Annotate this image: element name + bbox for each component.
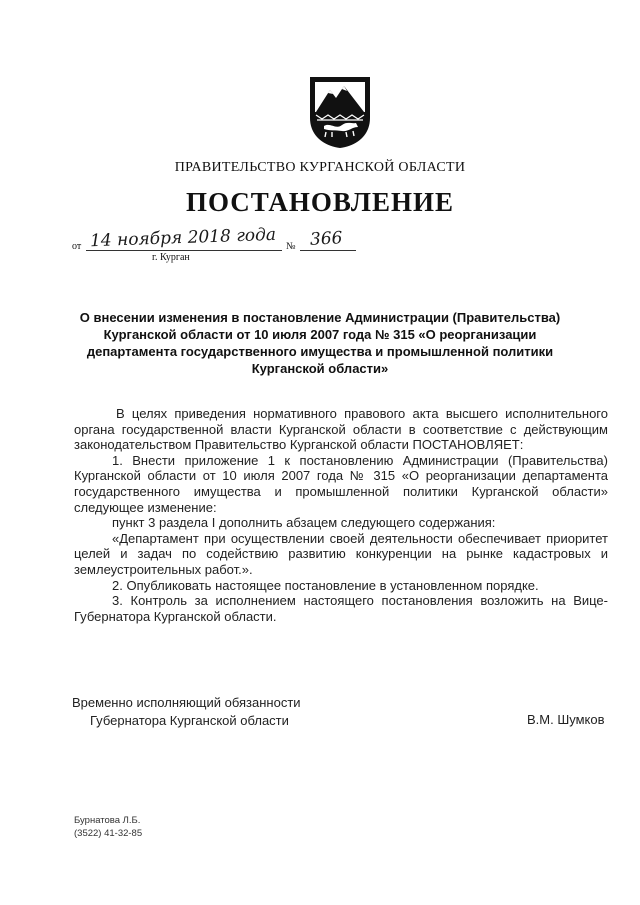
body-paragraph: 3. Контроль за исполнением настоящего постановления возложить на Вице-Губернатора Курганской области.	[74, 593, 608, 624]
executor-info	[74, 814, 142, 840]
signatory-title-line: Губернатора Курганской области	[90, 713, 289, 728]
number-underline	[300, 250, 356, 251]
document-meta	[72, 224, 372, 268]
body-paragraph: «Департамент при осуществлении своей деятельности обеспечивает приоритет целей и задач по содействию развитию конкуренции на рынке кадастровых и землеустроительных работ.».	[74, 530, 608, 577]
government-name: ПРАВИТЕЛЬСТВО КУРГАНСКОЙ ОБЛАСТИ	[174, 160, 466, 175]
handwritten-number: 366	[309, 228, 343, 250]
executor-phone: (3522) 41-32-85	[74, 828, 143, 839]
issue-city: г. Курган	[152, 252, 190, 263]
executor-name: Бурнатова Л.Б.	[74, 815, 141, 826]
kurgan-coat-of-arms-icon	[302, 74, 378, 150]
document-type: ПОСТАНОВЛЕНИЕ	[185, 187, 455, 217]
date-from-label: от	[72, 241, 82, 252]
body-paragraph: пункт 3 раздела I дополнить абзацем следующего содержания:	[112, 515, 496, 531]
signatory-name: В.М. Шумков	[527, 712, 605, 727]
body-paragraph: 2. Опубликовать настоящее постановление в установленном порядке.	[112, 577, 539, 593]
number-label: №	[286, 241, 296, 252]
handwritten-date: 14 ноября 2018 года	[89, 224, 277, 252]
signatory-title-line: Временно исполняющий обязанности	[72, 695, 301, 710]
document-body	[74, 406, 608, 624]
body-paragraph: 1. Внести приложение 1 к постановлению Администрации (Правительства) Курганской области от 10 июля 2007 года № 315 «О реорганизации департамента государственного имущества и промышленной политики Курганской области» следующее изменение:	[74, 452, 608, 515]
signatory-title	[72, 694, 301, 730]
document-title: О внесении изменения в постановление Администрации (Правительства) Курганской области от 10 июля 2007 года № 315 «О реорганизации департамента государственного имущества и промышленной политики Курганской области»	[79, 310, 561, 376]
body-paragraph: В целях приведения нормативного правового акта высшего исполнительного органа государственной власти Курганской области в соответствие с действующим законодательством Правительство Курганской области ПОСТАНОВЛЯЕТ:	[74, 406, 608, 453]
